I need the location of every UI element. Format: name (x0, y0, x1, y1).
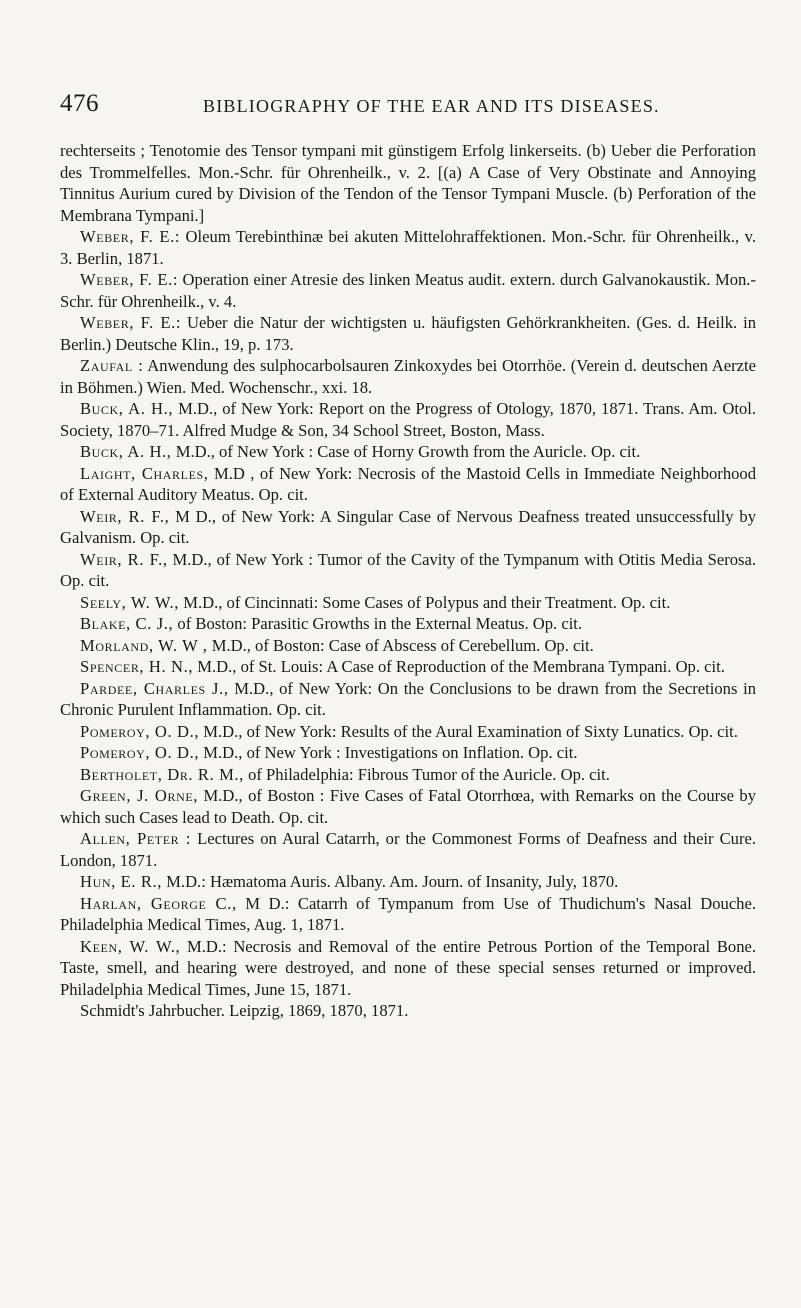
entry-text: Ueber die Natur der wichtigsten u. häufigsten Gehörkrankheiten. (Ges. d. Heilk. in Berlin.) Deutsche Klin., 19, p. 173. (60, 313, 756, 354)
bibliography-entry (60, 226, 756, 269)
bibliography-entries (60, 140, 756, 1022)
entry-author: Harlan, George C., (80, 893, 237, 913)
entry-text: M.D.: Necrosis and Removal of the entire Petrous Portion of the Temporal Bone. Taste, smell, and hearing were destroyed, and none of these special senses returned or improved. Philadelphia Medical Times, June 15, 1871. (60, 936, 757, 999)
bibliography-entry (60, 549, 756, 592)
entry-author: Weir, R. F., (80, 506, 170, 526)
bibliography-entry (60, 140, 756, 226)
bibliography-entry (60, 269, 756, 312)
bibliography-entry (60, 936, 756, 1001)
entry-author: Allen, Peter : (80, 829, 192, 848)
entry-author: Keen, W. W., (80, 936, 181, 956)
entry-text: M.D., of New York: Results of the Aural Examination of Sixty Lunatics. Op. cit. (199, 721, 738, 741)
running-title: BIBLIOGRAPHY OF THE EAR AND ITS DISEASES. (203, 96, 660, 116)
entry-text: of Philadelphia: Fibrous Tumor of the Auricle. Op. cit. (243, 764, 610, 784)
bibliography-entry (60, 312, 756, 355)
bibliography-entry (60, 635, 756, 657)
page-number: 476 (60, 90, 99, 117)
entry-text: M.D., of New York: On the Conclusions to be drawn from the Secretions in Chronic Purulent Inflammation. Op. cit. (60, 678, 756, 719)
entry-text: Anwendung des sulphocarbolsauren Zinkoxydes bei Otorrhöe. (Verein d. deutschen Aerzte in Böhmen.) Wien. Med. Wochenschr., xxi. 18. (60, 356, 756, 397)
entry-text: M.D , of New York: Necrosis of the Mastoid Cells in Immediate Neighborhood of External Auditory Meatus. Op. cit. (60, 463, 757, 504)
entry-text: Operation einer Atresie des linken Meatus audit. extern. durch Galvanokaustik. Mon.-Schr. für Ohrenheilk., v. 4. (60, 270, 756, 311)
entry-author: Weir, R. F., (80, 549, 168, 569)
bibliography-entry (60, 785, 756, 828)
bibliography-entry (60, 592, 756, 614)
entry-text: of Boston: Parasitic Growths in the External Meatus. Op. cit. (173, 614, 583, 633)
entry-author: Weber, F. E.: (80, 270, 179, 289)
bibliography-entry (60, 742, 756, 764)
entry-author: Morland, W. W , (80, 635, 208, 655)
entry-text: Oleum Terebinthinæ bei akuten Mittelohraffektionen. Mon.-Schr. für Ohrenheilk., v. 3. Berlin, 1871. (60, 227, 756, 268)
bibliography-entry (60, 721, 756, 743)
bibliography-entry (60, 656, 756, 678)
entry-text: M D.: Catarrh of Tympanum from Use of Thudichum's Nasal Douche. Philadelphia Medical Times, Aug. 1, 1871. (60, 893, 756, 934)
bibliography-entry (60, 678, 756, 721)
entry-author: Buck, A. H., (80, 442, 172, 461)
entry-text: M.D., of Boston : Five Cases of Fatal Otorrhœa, with Remarks on the Course by which such Cases lead to Death. Op. cit. (60, 786, 757, 827)
bibliography-entry (60, 764, 756, 786)
bibliography-entry (60, 441, 756, 463)
bibliography-entry (60, 463, 756, 506)
entry-author: Spencer, H. N., (80, 657, 194, 676)
entry-author: Blake, C. J., (80, 614, 174, 633)
entry-author: Weber, F. E.: (80, 227, 181, 246)
entry-text: rechterseits ; Tenotomie des Tensor tympani mit günstigem Erfolg linkerseits. (b) Ueber die Perforation des Trommelfelles. Mon.-Schr. für Ohrenheilk., v. 2. [(a) A Case of Very Obstinate and Annoying Tinnitus Aurium cured by Division of the Tendon of the Tensor Tympani Muscle. (b) Perforation of the Membrana Tympani.] (60, 141, 756, 225)
entry-text: M.D., of Boston: Case of Abscess of Cerebellum. Op. cit. (207, 635, 594, 655)
bibliography-entry (60, 506, 756, 549)
entry-text: M.D.: Hæmatoma Auris. Albany. Am. Journ. of Insanity, July, 1870. (162, 872, 619, 891)
entry-text: M D., of New York: A Singular Case of Nervous Deafness treated unsuccessfully by Galvanism. Op. cit. (60, 506, 756, 547)
entry-author: Hun, E. R., (80, 872, 163, 891)
entry-author: Weber, F. E.: (80, 313, 182, 332)
entry-author: Seely, W. W., (80, 592, 180, 612)
bibliography-entry (60, 871, 756, 893)
entry-author: Green, J. Orne, (80, 786, 199, 805)
running-head (60, 90, 756, 122)
entry-text: M.D., of New York : Tumor of the Cavity of the Tympanum with Otitis Media Serosa. Op. cit. (60, 549, 756, 590)
bibliography-entry (60, 828, 756, 871)
entry-text: M.D., of New York : Case of Horny Growth from the Auricle. Op. cit. (171, 442, 641, 461)
entry-author: Pomeroy, O. D., (80, 743, 200, 762)
entry-text: M.D., of New York : Investigations on Inflation. Op. cit. (199, 743, 578, 762)
entry-text: M.D., of St. Louis: A Case of Reproduction of the Membrana Tympani. Op. cit. (193, 657, 725, 676)
entry-author: Pardee, Charles J., (80, 678, 229, 698)
entry-author: Zaufal : (80, 356, 144, 375)
bibliography-entry (60, 613, 756, 635)
entry-author: Buck, A. H., (80, 399, 174, 418)
entry-text: M.D., of Cincinnati: Some Cases of Polypus and their Treatment. Op. cit. (179, 592, 671, 612)
bibliography-entry (60, 355, 756, 398)
entry-text: Schmidt's Jahrbucher. Leipzig, 1869, 1870, 1871. (80, 1001, 409, 1020)
bibliography-entry (60, 398, 756, 441)
entry-text: Lectures on Aural Catarrh, or the Commonest Forms of Deafness and their Cure. London, 1871. (60, 829, 756, 870)
bibliography-entry (60, 1000, 756, 1022)
bibliography-entry (60, 893, 756, 936)
entry-author: Laight, Charles, (80, 463, 209, 483)
entry-author: Bertholet, Dr. R. M., (80, 764, 244, 784)
entry-author: Pomeroy, O. D., (80, 721, 200, 741)
entry-text: M.D., of New York: Report on the Progress of Otology, 1870, 1871. Trans. Am. Otol. Society, 1870–71. Alfred Mudge & Son, 34 School Street, Boston, Mass. (60, 399, 756, 440)
